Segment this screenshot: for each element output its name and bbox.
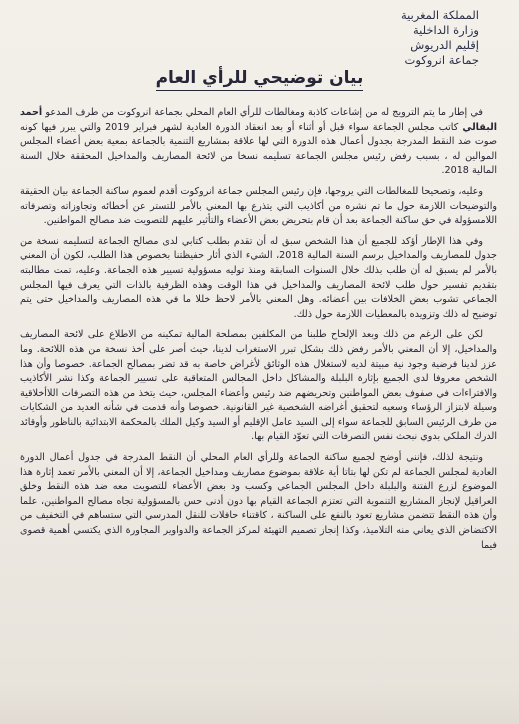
document-title-text: بيان توضيحي للرأي العام — [156, 68, 364, 91]
paragraph-2: وعليه، وتصحيحا للمغالطات التي يروجها، فإن رئيس المجلس جماعة انروكوت أقدم لعموم ساكنة الجماعة بيان الحقيقة والتوضيحات اللازمة حول ما تم نشره من أكاذيب التي يتذرع بها المعني بالأمر للتستر عن أخطائه وتجاوزاته وتصرفاته اللامسؤولة في حق ساكنة الجماعة بعد أن قام بتحريض بعض الأعضاء والتأثير عليهم للتصويت ضد مصالح المواطنين. — [20, 185, 497, 227]
header-line-province: إقليم الدريوش — [410, 38, 479, 52]
document-title — [0, 68, 519, 88]
paragraph-5: ونتيجة لذلك، فإنني أوضح لجميع ساكنة الجماعة وللرأي العام المحلي أن النقط المدرجة في جدول أعمال الدورة العادية لمجلس الجماعة لم تكن لها بتاتا أية علاقة بموضوع مصاريف ومداخيل الجماعة، إلا أن المعني بالأمر تعمد إثارة هذا الموضوع لزرع الفتنة والبلبلة داخل المجلس الجماعي وكسب ود بعض الأعضاء للتصويت معه ضد هذه النقط وخلق العراقيل لإنجاز المشاريع التنموية التي تعتزم الجماعة القيام بها دون أدنى حس بالمسؤولية تجاه مصالح المواطنين، علما وأن هذه النقط تتضمن مشاريع تعود بالنفع على الساكنة ، كاقتناء حافلات للنقل المدرسي التي ستساهم في التخفيف من الاكتضاض الذي يعاني منه التلاميذ، وكذا إنجاز تصميم التهيئة لمركز الجماعة والدواوير المجاورة الذي يكتسي أهمية قصوى فيما — [20, 452, 497, 551]
paragraph-1-before: في إطار ما يتم الترويج له من إشاعات كاذبة ومغالطات للرأي العام المحلي بجماعة انروكوت من طرف المدعو — [42, 107, 483, 118]
document-body — [20, 106, 497, 559]
paragraph-1-after: كاتب مجلس الجماعة سواء قبل أو أثناء أو بعد انعقاد الدورة العادية لشهر فبراير 2019 والتي يبرر فيها كونه صوت ضد النقط المدرجة بجدول أعمال هذه الدورة التي لها علاقة بمشاريع التنمية بالجماعة بمعية بعض أعضاء المجلس الموالين له ، بسبب رفض رئيس مجلس الجماعة تسليمه نسخا من لائحة المصاريف والمداخيل المحققة خلال السنة المالية 2018. — [20, 121, 497, 177]
person-name: أحمد البقالي — [20, 107, 497, 133]
issuer-header — [401, 8, 479, 68]
paragraph-4: لكن على الرغم من ذلك وبعد الإلحاح طلبنا من المكلفين بمصلحة المالية تمكينه من الاطلاع على لائحة المصاريف والمداخيل، إلا أن المعني بالأمر رفض ذلك بشكل تبرر الاستغراب لدينا، حيث أصر على أخذ نسخة من هذه اللائحة. وما عزز لدينا فرضية وجود نية مبيتة لديه لاستغلال هذه الوثائق لأغراض خاصة به قد تضر بمصالح الجماعة. خصوصا وأن هذا الشخص معروفا لدى الجميع بإثارة البلبلة والمشاكل داخل المجالس المتعاقبة على تسيير الجماعة وكذا نشر الأكاذيب والافتراءات في صفوف بعض المواطنين وتحريضهم ضد رئيس وأعضاء المجلس، حيث يتخذ من هذه التصرفات اللاأخلاقية وسيلة لابتزاز الرؤساء وسعيه لتحقيق أغراضه الشخصية غير القانونية. خصوصا وأنه قدمت في شأنه العديد من الشكايات من طرف الرئيس السابق للجماعة سواء إلى السيد عامل الإقليم أو السيد وكيل الملك بالمحكمة الابتدائية بالناظور وأوقائد الدرك الملكي بدوي نبحث نفس التصرفات التي تعوّد القيام بها. — [20, 329, 497, 443]
header-line-commune: جماعة انروكوت — [404, 53, 479, 67]
paragraph-3: وفي هذا الإطار أؤكد للجميع أن هذا الشخص سبق له أن تقدم بطلب كتابي لدى مصالح الجماعة لتسليمه نسخة من جدول للمصاريف والمداخيل برسم السنة المالية 2018، الشيء الذي أثار حفيظتنا بخصوص هذا الطلب، لكون أن المعني بالأمر لم يسبق له أن طلب بذلك خلال السنوات السابقة ومنذ توليه مسؤولية تسيير هذه الجماعة. وعليه، تمت مطالبته بتقديم تفسير حول طلب لائحة المصاريف والمداخيل في هذا الوقت وهذه الظرفية بالذات التي يعرف فيها المجلس الجماعي تشوب بعض الخلافات بين أعضائه. وهل المعني بالأمر لاحظ خللا ما في هذه المصاريف والمداخيل حتى يتم توضيح له ذلك وتزويده بالمعطيات اللازمة حول ذلك. — [20, 235, 497, 320]
header-line-kingdom: المملكة المغربية — [400, 8, 479, 22]
page-shadow — [0, 684, 519, 724]
paragraph-1 — [20, 106, 497, 179]
header-line-ministry: وزارة الداخلية — [412, 23, 479, 37]
